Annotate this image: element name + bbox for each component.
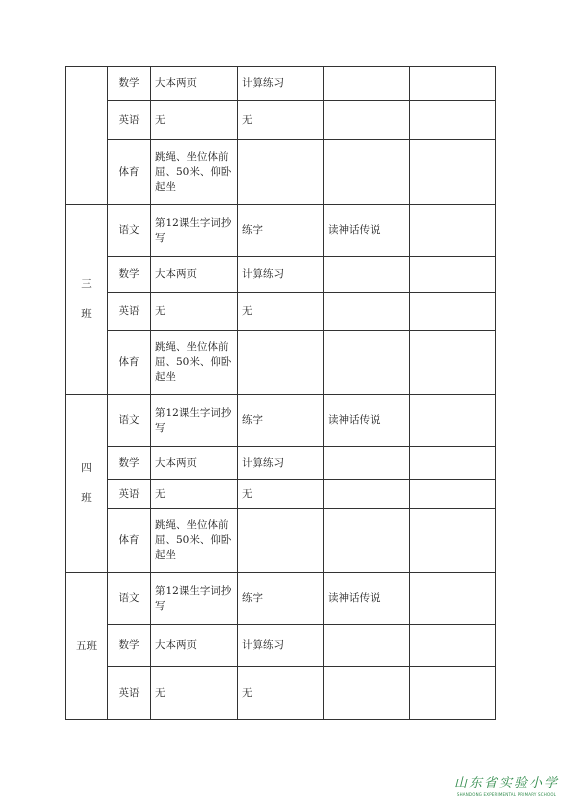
homework-cell — [410, 67, 496, 101]
school-logo-name: 山东省实验小学 — [453, 776, 559, 791]
homework-cell — [324, 331, 410, 395]
homework-cell: 无 — [151, 101, 238, 140]
class-label: 五班 — [76, 639, 97, 652]
homework-cell — [410, 140, 496, 205]
homework-cell: 无 — [238, 293, 324, 331]
table-row — [66, 257, 496, 293]
homework-cell — [324, 667, 410, 720]
class-label: 班 — [81, 492, 92, 504]
homework-cell: 第12课生字词抄写 — [151, 395, 238, 447]
table-row — [66, 140, 496, 205]
homework-cell: 练字 — [238, 573, 324, 625]
homework-cell — [410, 573, 496, 625]
class-cell-3 — [66, 205, 108, 395]
homework-table — [65, 66, 496, 720]
subject-cell: 语文 — [108, 395, 151, 447]
homework-cell — [410, 667, 496, 720]
homework-cell — [324, 257, 410, 293]
subject-cell: 体育 — [108, 509, 151, 573]
homework-cell — [324, 140, 410, 205]
homework-cell: 大本两页 — [151, 447, 238, 480]
subject-cell: 体育 — [108, 140, 151, 205]
homework-cell: 无 — [151, 293, 238, 331]
homework-cell — [410, 205, 496, 257]
homework-cell — [324, 509, 410, 573]
subject-cell: 数学 — [108, 625, 151, 667]
homework-cell — [410, 509, 496, 573]
subject-cell: 语文 — [108, 205, 151, 257]
table-row — [66, 509, 496, 573]
class-label: 四 — [81, 462, 92, 474]
homework-cell — [238, 140, 324, 205]
subject-cell: 语文 — [108, 573, 151, 625]
homework-cell — [324, 625, 410, 667]
homework-cell: 跳绳、坐位体前屈、50米、仰卧起坐 — [151, 509, 238, 573]
table-row — [66, 625, 496, 667]
subject-cell: 数学 — [108, 257, 151, 293]
table-row — [66, 667, 496, 720]
homework-cell — [324, 293, 410, 331]
homework-cell: 无 — [151, 667, 238, 720]
homework-cell — [324, 101, 410, 140]
homework-cell: 练字 — [238, 205, 324, 257]
subject-cell: 英语 — [108, 480, 151, 509]
homework-cell: 无 — [151, 480, 238, 509]
homework-cell: 读神话传说 — [324, 395, 410, 447]
homework-cell — [238, 509, 324, 573]
school-logo-english: SHANDONG EXPERIMENTAL PRIMARY SCHOOL — [456, 792, 557, 797]
table-row — [66, 447, 496, 480]
subject-cell: 英语 — [108, 101, 151, 140]
homework-cell — [410, 625, 496, 667]
homework-cell — [410, 447, 496, 480]
table-row — [66, 101, 496, 140]
table-row — [66, 67, 496, 101]
homework-cell: 大本两页 — [151, 67, 238, 101]
homework-cell: 无 — [238, 101, 324, 140]
homework-cell: 大本两页 — [151, 257, 238, 293]
homework-cell: 第12课生字词抄写 — [151, 573, 238, 625]
class-label: 三 — [81, 278, 92, 290]
homework-cell: 练字 — [238, 395, 324, 447]
homework-cell: 无 — [238, 667, 324, 720]
subject-cell: 英语 — [108, 293, 151, 331]
homework-cell — [410, 331, 496, 395]
homework-cell: 无 — [238, 480, 324, 509]
homework-cell: 跳绳、坐位体前屈、50米、仰卧起坐 — [151, 331, 238, 395]
table-row — [66, 293, 496, 331]
homework-cell: 计算练习 — [238, 257, 324, 293]
class-cell-5 — [66, 573, 108, 720]
subject-cell: 数学 — [108, 447, 151, 480]
homework-cell — [324, 67, 410, 101]
homework-cell — [410, 480, 496, 509]
homework-cell: 读神话传说 — [324, 573, 410, 625]
table-row — [66, 480, 496, 509]
homework-cell — [324, 447, 410, 480]
homework-cell: 大本两页 — [151, 625, 238, 667]
subject-cell: 英语 — [108, 667, 151, 720]
homework-cell — [410, 101, 496, 140]
homework-cell: 计算练习 — [238, 447, 324, 480]
homework-cell: 计算练习 — [238, 625, 324, 667]
homework-cell: 读神话传说 — [324, 205, 410, 257]
homework-cell — [410, 257, 496, 293]
homework-cell: 计算练习 — [238, 67, 324, 101]
school-logo — [454, 772, 559, 797]
homework-cell — [410, 293, 496, 331]
homework-cell — [324, 480, 410, 509]
table-row — [66, 205, 496, 257]
homework-cell: 第12课生字词抄写 — [151, 205, 238, 257]
subject-cell: 体育 — [108, 331, 151, 395]
class-cell — [66, 67, 108, 205]
table-row — [66, 395, 496, 447]
table-row — [66, 573, 496, 625]
class-cell-4 — [66, 395, 108, 573]
subject-cell: 数学 — [108, 67, 151, 101]
table-row — [66, 331, 496, 395]
homework-cell: 跳绳、坐位体前屈、50米、仰卧起坐 — [151, 140, 238, 205]
class-label: 班 — [81, 308, 92, 320]
homework-cell — [238, 331, 324, 395]
homework-cell — [410, 395, 496, 447]
